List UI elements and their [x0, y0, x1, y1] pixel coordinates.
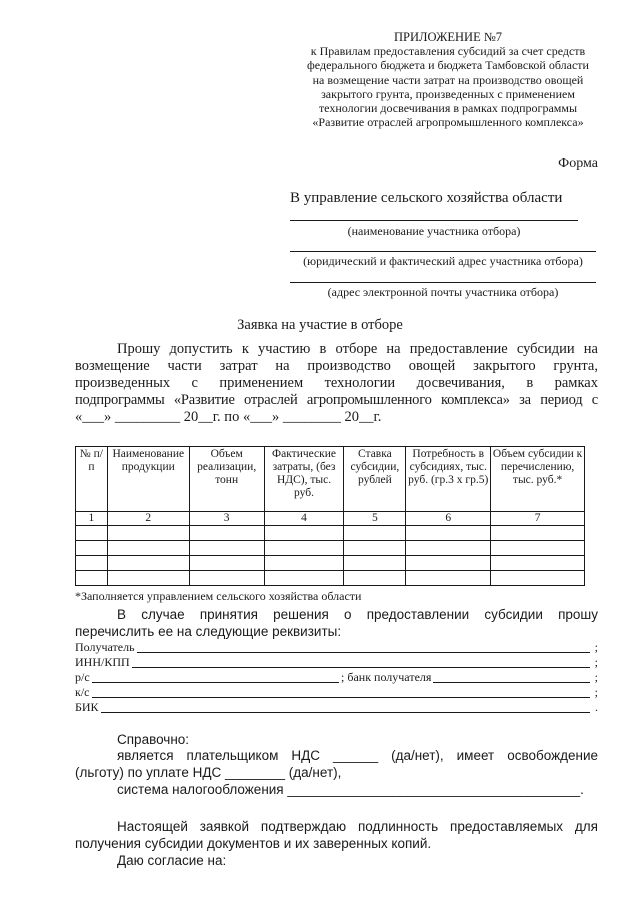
- request-line: подпрограммы «Развитие отраслей агропромышленного комплекса» за период с: [75, 392, 598, 408]
- recipient-line[interactable]: [75, 652, 590, 653]
- table-number-cell: 4: [264, 512, 344, 526]
- semicolon: ;: [594, 670, 598, 684]
- table-header-cell: Объем реализации, тонн: [189, 447, 264, 512]
- reference-line: (льготу) по уплате НДС ________ (да/нет),: [75, 765, 342, 780]
- table-cell[interactable]: [491, 526, 585, 541]
- confirm-line: получения субсидии документов и их заверенных копий.: [75, 836, 432, 851]
- bik-row: [75, 700, 598, 714]
- table-cell[interactable]: [76, 571, 108, 586]
- table-cell[interactable]: [76, 541, 108, 556]
- account-row: [75, 670, 598, 684]
- consent-line: Даю согласие на:: [117, 853, 227, 868]
- table-header-row: [76, 447, 585, 512]
- subsidy-table: [75, 446, 585, 586]
- table-number-row: [76, 512, 585, 526]
- table-row: [76, 526, 585, 541]
- name-line: [290, 220, 578, 221]
- table-footnote: *Заполняется управлением сельского хозяйства области: [75, 589, 362, 603]
- recipient-row: [75, 640, 598, 654]
- period: .: [595, 700, 598, 714]
- table-cell[interactable]: [264, 556, 344, 571]
- inn-line[interactable]: [75, 667, 590, 668]
- recipient-label: Получатель: [75, 640, 135, 654]
- table-cell[interactable]: [406, 526, 491, 541]
- semicolon: ;: [594, 655, 598, 669]
- table-cell[interactable]: [107, 526, 189, 541]
- appendix-block: [278, 30, 618, 129]
- table-cell[interactable]: [406, 541, 491, 556]
- appendix-title: ПРИЛОЖЕНИЕ №7: [393, 30, 503, 44]
- table-cell[interactable]: [76, 556, 108, 571]
- table-row: [76, 541, 585, 556]
- table-number-cell: 1: [76, 512, 108, 526]
- request-line: «___» _________ 20__г. по «___» ________ 20__г.: [75, 409, 382, 425]
- caption-email: (адрес электронной почты участника отбора): [327, 285, 559, 299]
- table-row: [76, 556, 585, 571]
- table-cell[interactable]: [491, 571, 585, 586]
- requisites-block: [75, 640, 598, 714]
- form-label: Форма: [558, 156, 598, 171]
- table-cell[interactable]: [189, 556, 264, 571]
- table-row: [76, 571, 585, 586]
- table-number-cell: 2: [107, 512, 189, 526]
- table-header-cell: Фактические затраты, (без НДС), тыс. руб.: [264, 447, 344, 512]
- table-cell[interactable]: [344, 571, 406, 586]
- reference-paragraph: [75, 747, 598, 798]
- address-line: [290, 251, 596, 252]
- payment-line: В случае принятия решения о предоставлении субсидии прошу: [117, 607, 598, 622]
- payment-line: перечислить ее на следующие реквизиты:: [75, 624, 342, 639]
- table-header-cell: Объем субсидии к перечислению, тыс. руб.*: [491, 447, 585, 512]
- confirm-paragraph: [75, 818, 598, 869]
- caption-name: (наименование участника отбора): [347, 224, 521, 238]
- appendix-line: закрытого грунта, произведенных с применением: [321, 86, 575, 101]
- corr-line[interactable]: [75, 697, 590, 698]
- table-cell[interactable]: [344, 541, 406, 556]
- table-cell[interactable]: [107, 556, 189, 571]
- table-cell[interactable]: [107, 571, 189, 586]
- reference-line: является плательщиком НДС ______ (да/нет), имеет освобождение: [117, 748, 598, 763]
- table-header-cell: Наименование продукции: [107, 447, 189, 512]
- reference-title: Справочно:: [117, 732, 190, 747]
- addressee-title: В управление сельского хозяйства области: [290, 190, 563, 206]
- account-line[interactable]: [75, 682, 590, 683]
- table-cell[interactable]: [344, 526, 406, 541]
- email-line: [290, 282, 596, 283]
- table-cell[interactable]: [264, 571, 344, 586]
- request-line: произведенных с применением технологии досвечивания, в рамках: [75, 375, 598, 391]
- tax-system-line: система налогообложения _______________________________________.: [117, 782, 584, 797]
- request-line: Прошу допустить к участию в отборе на предоставление субсидии на: [117, 341, 598, 357]
- bik-line[interactable]: [75, 712, 590, 713]
- table-cell[interactable]: [491, 556, 585, 571]
- inn-row: [75, 655, 598, 669]
- confirm-line: Настоящей заявкой подтверждаю подлинность предоставляемых для: [117, 819, 598, 834]
- appendix-line: федерального бюджета и бюджета Тамбовской области: [307, 58, 589, 73]
- table-number-cell: 7: [491, 512, 585, 526]
- table-cell[interactable]: [406, 556, 491, 571]
- payment-paragraph: [75, 606, 598, 640]
- appendix-line: на возмещение части затрат на производство овощей: [312, 72, 584, 87]
- semicolon: ;: [594, 640, 598, 654]
- corr-row: [75, 685, 598, 699]
- table-cell[interactable]: [344, 556, 406, 571]
- caption-address: (юридический и фактический адрес участника отбора): [303, 254, 583, 268]
- table-cell[interactable]: [264, 541, 344, 556]
- bik-label: БИК: [75, 700, 99, 714]
- table-header-cell: Потребность в субсидиях, тыс. руб. (гр.3 х гр.5): [406, 447, 491, 512]
- appendix-line: к Правилам предоставления субсидий за счет средств: [310, 44, 586, 59]
- table-cell[interactable]: [189, 526, 264, 541]
- corr-label: к/с: [75, 685, 90, 699]
- request-line: возмещение части затрат на производство овощей закрытого грунта,: [75, 358, 598, 374]
- table-number-cell: 5: [344, 512, 406, 526]
- appendix-line: технологии досвечивания в рамках подпрограммы: [318, 101, 578, 116]
- table-cell[interactable]: [189, 541, 264, 556]
- request-paragraph: [75, 341, 598, 426]
- table-cell[interactable]: [189, 571, 264, 586]
- table-header-cell: № п/п: [76, 447, 108, 512]
- inn-label: ИНН/КПП: [75, 655, 130, 669]
- table-cell[interactable]: [491, 541, 585, 556]
- appendix-line: «Развитие отраслей агропромышленного комплекса»: [312, 115, 584, 130]
- table-number-cell: 6: [406, 512, 491, 526]
- semicolon: ;: [594, 685, 598, 699]
- bank-label: ; банк получателя: [341, 670, 432, 684]
- request-title: Заявка на участие в отборе: [237, 317, 403, 333]
- table-number-cell: 3: [189, 512, 264, 526]
- table-cell[interactable]: [107, 541, 189, 556]
- table-header-cell: Ставка субсидии, рублей: [344, 447, 406, 512]
- table-cell[interactable]: [76, 526, 108, 541]
- account-label: р/с: [75, 670, 90, 684]
- table-cell[interactable]: [406, 571, 491, 586]
- table-cell[interactable]: [264, 526, 344, 541]
